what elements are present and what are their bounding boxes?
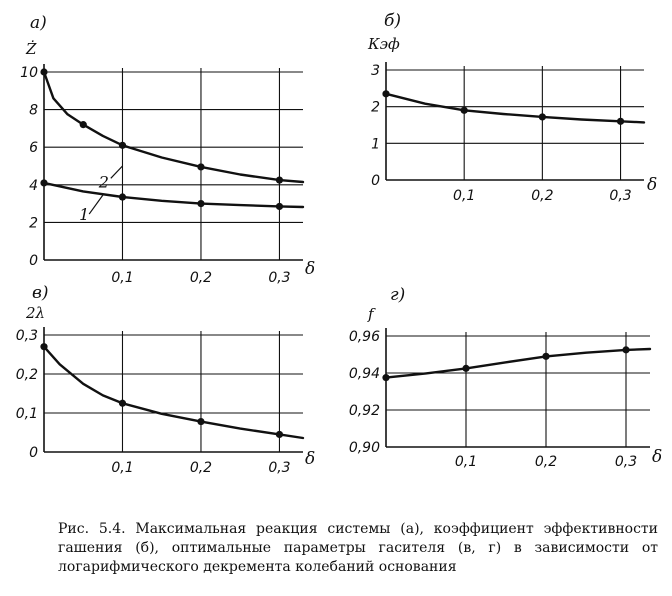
series-line-1 <box>44 183 303 207</box>
x-tick-label: 0,2 <box>531 188 554 204</box>
data-point <box>197 418 204 425</box>
y-tick-label: 3 <box>371 63 380 79</box>
curve-label-leader-1 <box>89 195 103 214</box>
data-point <box>382 90 389 97</box>
data-point <box>462 365 469 372</box>
x-tick-label: 0,1 <box>111 270 134 286</box>
data-point <box>197 200 204 207</box>
figure-caption: Рис. 5.4. Максимальная реакция системы (а), коэффициент эффективности гашения (б), оптимальные параметры гасителя (в, г) в зависимости от логарифмического декремента колебаний основания <box>58 521 658 575</box>
x-tick-label: 0,1 <box>454 454 478 470</box>
curve-label-leader-2 <box>111 166 123 178</box>
curve-label-2: 2 <box>98 172 109 192</box>
data-point <box>40 179 47 186</box>
x-tick-label: 0,2 <box>189 460 213 476</box>
x-tick-label: 0,3 <box>609 188 632 204</box>
data-point <box>276 431 283 438</box>
x-tick-label: 0,3 <box>268 270 291 286</box>
x-axis-title: δ <box>652 447 663 467</box>
x-tick-label: 0,1 <box>453 188 476 204</box>
y-axis-title: Ż <box>26 40 37 58</box>
y-tick-label: 0,3 <box>15 328 38 344</box>
data-point <box>542 353 549 360</box>
data-point <box>622 346 629 353</box>
data-point <box>197 163 204 170</box>
series-line-1 <box>386 94 644 123</box>
y-tick-label: 0 <box>371 173 380 189</box>
data-point <box>276 177 283 184</box>
data-point <box>40 68 47 75</box>
panel-label: г) <box>390 285 406 305</box>
data-point <box>119 400 126 407</box>
data-point <box>617 118 624 125</box>
x-tick-label: 0,3 <box>614 454 638 470</box>
y-axis-title: 2λ <box>26 304 46 322</box>
x-tick-label: 0,2 <box>534 454 558 470</box>
x-axis-title: δ <box>305 259 316 279</box>
curve-label-1: 1 <box>79 205 90 225</box>
y-tick-label: 10 <box>20 65 38 81</box>
y-tick-label: 0,1 <box>15 406 38 422</box>
data-point <box>539 113 546 120</box>
y-tick-label: 0,94 <box>348 366 380 382</box>
y-tick-label: 0,92 <box>348 403 380 419</box>
y-tick-label: 6 <box>29 140 38 157</box>
data-point <box>80 121 87 128</box>
y-tick-label: 2 <box>371 99 380 116</box>
y-tick-label: 0 <box>29 445 38 461</box>
y-tick-label: 8 <box>29 102 38 119</box>
data-point <box>382 374 389 381</box>
y-axis-title: Кэф <box>368 35 400 53</box>
y-tick-label: 0 <box>29 253 38 269</box>
chart-panel-1 <box>20 13 315 286</box>
y-tick-label: 1 <box>371 136 380 153</box>
x-tick-label: 0,2 <box>189 270 213 286</box>
y-tick-label: 0,2 <box>15 367 38 383</box>
x-tick-label: 0,3 <box>268 460 291 476</box>
x-axis-title: δ <box>305 449 316 469</box>
chart-panel-4 <box>349 285 662 470</box>
y-tick-label: 2 <box>29 215 38 232</box>
data-point <box>461 107 468 114</box>
data-point <box>40 343 47 350</box>
panel-label: б) <box>384 11 402 31</box>
panel-label: в) <box>32 283 49 303</box>
y-tick-label: 0,90 <box>348 440 380 456</box>
x-axis-title: δ <box>647 175 658 195</box>
y-tick-label: 4 <box>29 177 38 194</box>
x-tick-label: 0,1 <box>111 460 134 476</box>
chart-panel-2 <box>367 11 657 204</box>
y-axis-title: f <box>368 305 374 323</box>
data-point <box>276 203 283 210</box>
y-tick-label: 0,96 <box>348 329 380 345</box>
chart-panel-3 <box>16 283 316 476</box>
panel-label: а) <box>30 13 47 33</box>
series-line-1 <box>44 347 303 438</box>
data-point <box>119 193 126 200</box>
data-point <box>119 142 126 149</box>
